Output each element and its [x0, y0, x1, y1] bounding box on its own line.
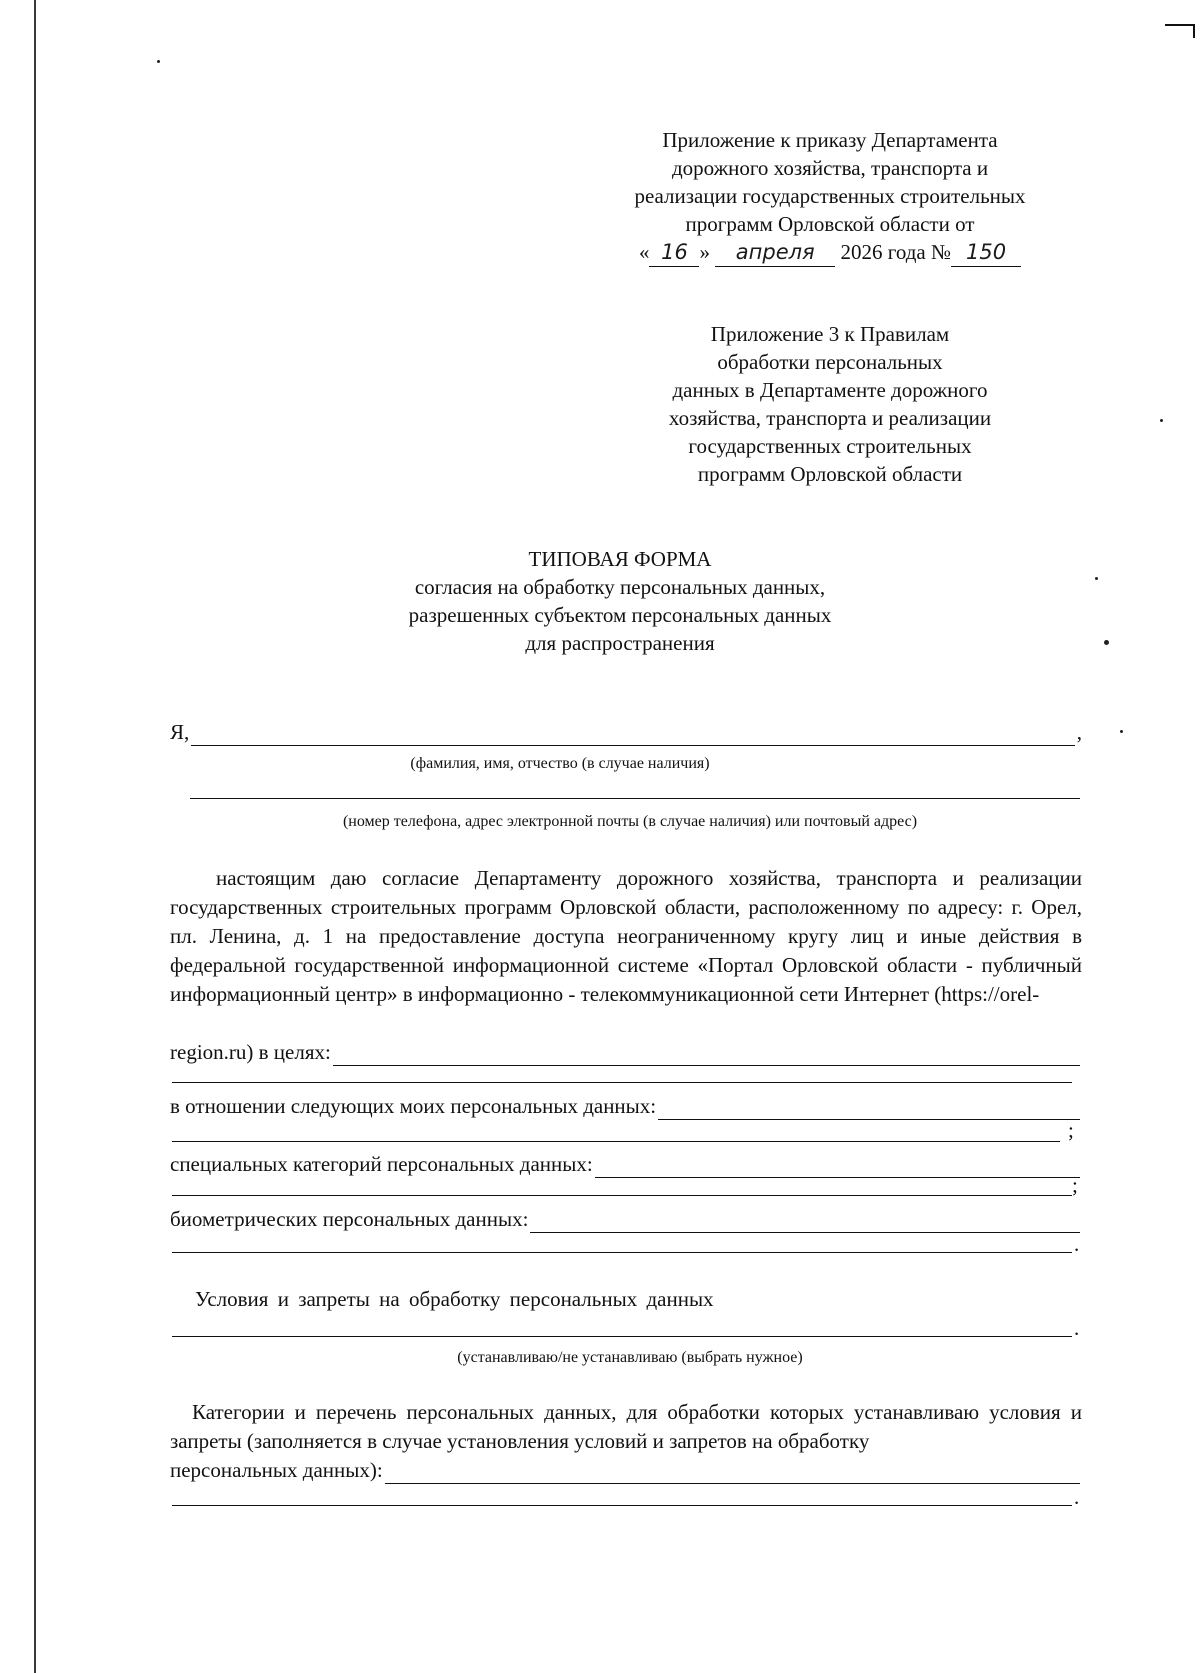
categories-row — [170, 1456, 1082, 1484]
scan-corner-mark-vertical — [1193, 24, 1195, 38]
biometric-row — [170, 1205, 1082, 1233]
categories-text: Категории и перечень персональных данных, для обработки которых устанавливаю условия и запреты (заполняется в случае установления условий и запретов на обработку — [170, 1400, 1082, 1453]
purpose-fill-line[interactable] — [333, 1043, 1080, 1066]
appendix-rules-line: обработки персональных — [717, 350, 943, 374]
categories-period: . — [1074, 1485, 1080, 1509]
form-subtitle-line: для распространения — [525, 631, 715, 655]
scan-speck — [1104, 640, 1109, 645]
consent-main-text: настоящим даю согласие Департаменту дорожного хозяйства, транспорта и реализации государственных строительных программ Орловской области, расположенному по адресу: г. Орел, пл. Ленина, д. 1 на предоставление доступа неограниченному кругу лиц и иные действия в федеральной государственной информационной системе «Портал Орловской области - публичный информационный центр» в информационно - телекоммуникационной сети Интернет (https://orel- — [170, 866, 1082, 1006]
name-row — [170, 718, 1082, 746]
personal-data-fill-line[interactable] — [658, 1097, 1080, 1120]
special-categories-fill-line-2[interactable] — [172, 1195, 1072, 1196]
conditions-fill-line[interactable] — [172, 1336, 1072, 1337]
caption-conditions: (устанавливаю/не устанавливаю (выбрать нужное) — [457, 1349, 803, 1366]
scan-speck — [1095, 577, 1098, 580]
personal-data-row — [170, 1092, 1082, 1120]
appendix-rules-line: Приложение 3 к Правилам — [710, 322, 950, 346]
name-fill-line[interactable] — [191, 723, 1074, 746]
purpose-fill-line-2[interactable] — [172, 1082, 1072, 1083]
i-label: Я, — [170, 720, 190, 744]
scan-speck — [1120, 730, 1123, 733]
caption-name: (фамилия, имя, отчество (в случае наличия) — [410, 755, 710, 772]
appendix-order-line: программ Орловской области от — [685, 212, 975, 236]
date-open-quote: « — [638, 240, 650, 264]
name-trailing-comma: , — [1076, 720, 1082, 744]
scan-speck — [157, 60, 160, 63]
scan-left-edge — [34, 0, 36, 1673]
biometric-period: . — [1074, 1232, 1080, 1256]
handwritten-order-number: 150 — [951, 238, 1021, 267]
personal-data-semicolon: ; — [1068, 1118, 1074, 1142]
appendix-rules-block — [600, 320, 1060, 488]
appendix-order-line: реализации государственных строительных — [634, 184, 1026, 208]
special-categories-label: специальных категорий персональных данных: — [170, 1152, 593, 1176]
year-text: 2026 года № — [840, 240, 952, 264]
personal-data-label: в отношении следующих моих персональных данных: — [170, 1094, 657, 1118]
purpose-label: region.ru) в целях: — [170, 1040, 331, 1064]
form-subtitle-line: разрешенных субъектом персональных данных — [408, 603, 832, 627]
appendix-order-line: дорожного хозяйства, транспорта и — [671, 156, 989, 180]
appendix-rules-line: хозяйства, транспорта и реализации — [668, 406, 992, 430]
handwritten-month: апреля — [715, 238, 835, 267]
appendix-order-line: Приложение к приказу Департамента — [662, 128, 998, 152]
form-heading: ТИПОВАЯ ФОРМА — [528, 547, 712, 571]
handwritten-day: 16 — [649, 238, 699, 267]
contact-fill-line[interactable] — [190, 798, 1080, 799]
categories-fill-line-2[interactable] — [172, 1505, 1072, 1506]
date-close-quote: » — [699, 240, 710, 264]
biometric-fill-line[interactable] — [530, 1210, 1080, 1233]
form-title-block — [300, 545, 940, 657]
appendix-order-block — [600, 126, 1060, 267]
categories-label: персональных данных): — [170, 1458, 383, 1482]
special-categories-row — [170, 1150, 1082, 1178]
conditions-label: Условия и запреты на обработку персональных данных — [195, 1287, 714, 1311]
scan-corner-mark — [1165, 24, 1195, 26]
appendix-rules-line: государственных строительных — [688, 434, 972, 458]
special-categories-fill-line[interactable] — [595, 1155, 1080, 1178]
appendix-rules-line: данных в Департаменте дорожного — [672, 378, 988, 402]
conditions-period: . — [1074, 1316, 1080, 1340]
categories-fill-line[interactable] — [385, 1461, 1080, 1484]
consent-main-paragraph — [170, 864, 1082, 1009]
biometric-fill-line-2[interactable] — [172, 1252, 1072, 1253]
scan-speck — [1160, 419, 1163, 422]
categories-paragraph — [170, 1398, 1082, 1456]
appendix-rules-line: программ Орловской области — [697, 462, 963, 486]
order-date-line — [600, 238, 1060, 267]
biometric-label: биометрических персональных данных: — [170, 1207, 529, 1231]
caption-contact: (номер телефона, адрес электронной почты (в случае наличия) или почтовый адрес) — [342, 813, 918, 830]
special-categories-semicolon: ; — [1072, 1173, 1078, 1197]
purpose-row — [170, 1038, 1082, 1066]
personal-data-fill-line-2[interactable] — [172, 1141, 1060, 1142]
form-subtitle-line: согласия на обработку персональных данных, — [414, 575, 826, 599]
